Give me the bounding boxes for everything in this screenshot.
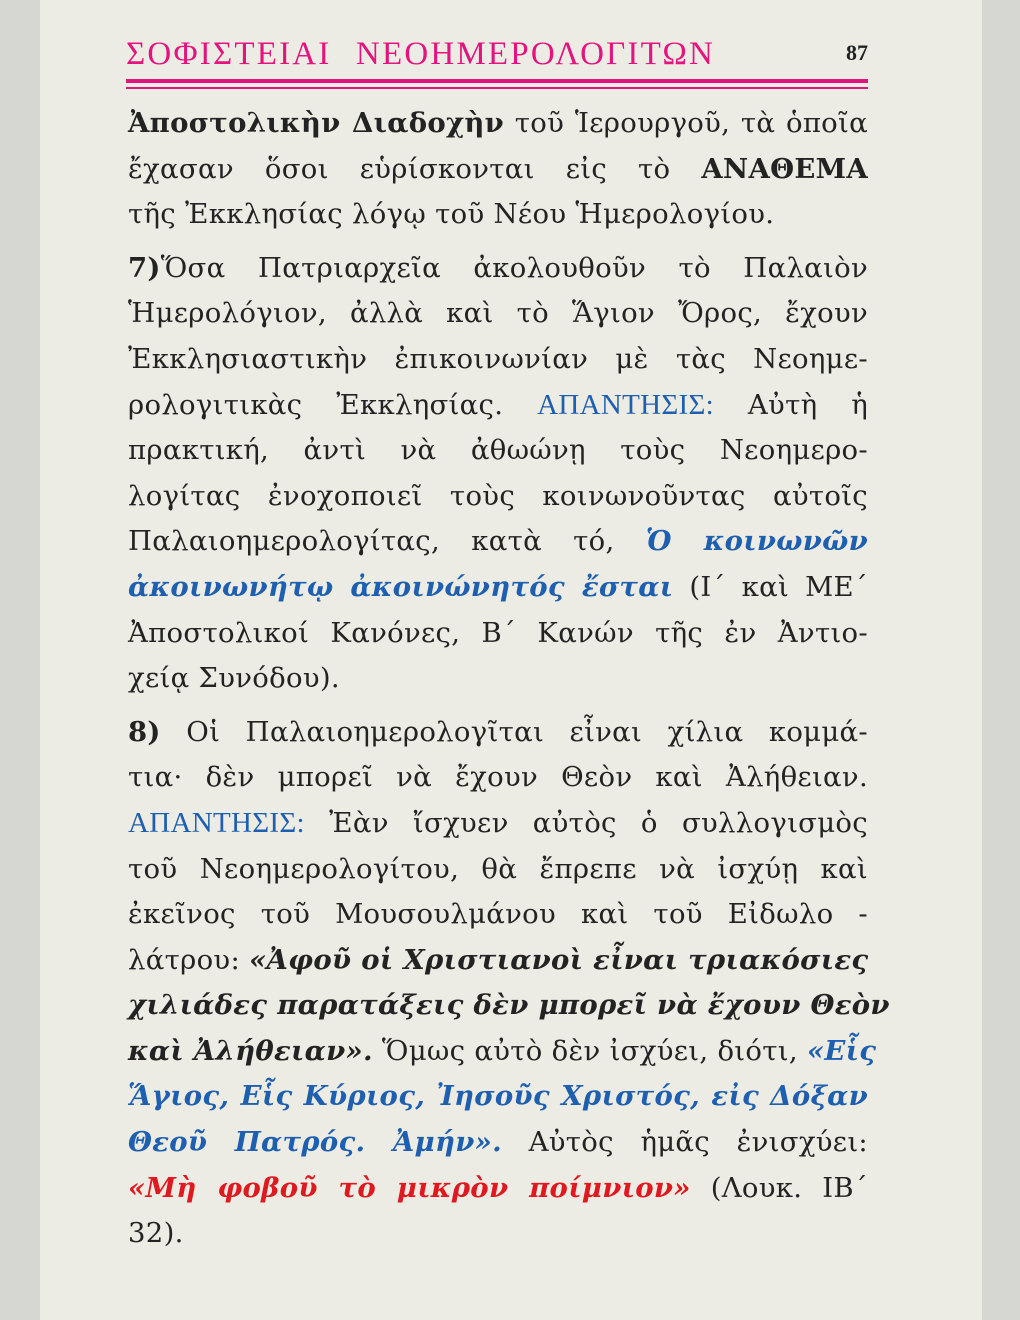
header-rule-thick (126, 79, 868, 83)
text-run: ἔχασαν ὅσοι εὑρίσκονται εἰς τὸ (128, 152, 702, 185)
text-line (128, 519, 868, 565)
text-run: ἐκεῖνος τοῦ Μουσουλμάνου καὶ τοῦ Εἰδωλο - (128, 898, 868, 931)
text-line (128, 1074, 868, 1120)
header-rule-thin (126, 87, 868, 89)
text-run: Ὅσα Πατριαρχεῖα ἀκολουθοῦν τὸ Παλαιὸν (160, 251, 868, 284)
page-number: 87 (846, 40, 868, 65)
text-run: τια· δὲν μπορεῖ νὰ ἔχουν Θεὸν καὶ Ἀλήθειαν. (128, 761, 868, 794)
book-page (40, 0, 982, 1320)
text-run: Ἀποστολικοί Κανόνες, Β΄ Κανών τῆς ἐν Ἀντιο- (128, 616, 868, 649)
canon-quote: Ὁ κοινωνῶν (645, 525, 868, 558)
canon-quote: ἀκοινωνήτῳ ἀκοινώνητός ἔσται (128, 570, 674, 603)
text-run: τοῦ Νεοημερολογίτου, θὰ ἔπρεπε νὰ ἰσχύῃ καὶ (128, 852, 868, 885)
text-run: Ὅμως αὐτὸ δὲν ἰσχύει, διότι, (372, 1034, 807, 1067)
text-line (128, 1211, 868, 1257)
text-line (128, 892, 868, 938)
text-run: λάτρου: (128, 943, 250, 976)
text-line (128, 192, 868, 238)
text-line (128, 428, 868, 474)
text-run: Παλαιοημερολογίτας, κατὰ τό, (128, 525, 646, 558)
text-line (128, 656, 868, 702)
scripture-quote: «Μὴ φοβοῦ τὸ μικρὸν ποίμνιον» (128, 1171, 691, 1204)
text-line (128, 755, 868, 801)
paragraph-8-start (128, 710, 868, 756)
anathema-word: ΑΝΑΘΕΜΑ (701, 152, 868, 185)
item-number-8: 8) (128, 715, 161, 748)
text-line (128, 938, 868, 984)
text-run: Αὐτὸς ἡμᾶς ἐνισχύει: (501, 1126, 868, 1159)
text-run: Οἱ Παλαιοημερολογῖται εἶναι χίλια κομμά- (160, 715, 868, 748)
text-run: (Ι΄ καὶ ΜΕ΄ (673, 570, 868, 603)
header-title: ΣΟΦΙΣΤΕΙΑΙ ΝΕΟΗΜΕΡΟΛΟΓΙΤΩΝ (126, 36, 716, 72)
paragraph-7-start (128, 246, 868, 292)
bold-phrase: Ἀποστολικὴν Διαδοχὴν (128, 107, 505, 139)
text-line (128, 474, 868, 520)
text-run: πρακτική, ἀντὶ νὰ ἀθωώνῃ τοὺς Νεοημερο- (128, 434, 868, 467)
text-run: Ἡμερολόγιον, ἀλλὰ καὶ τὸ Ἅγιον Ὄρος, ἔχουν (128, 297, 868, 330)
text-run: τῆς Ἐκκλησίας λόγῳ τοῦ Νέου Ἡμερολογίου. (128, 198, 775, 231)
text-line (128, 565, 868, 611)
text-line (128, 101, 868, 147)
text-line (128, 337, 868, 383)
text-line (128, 1029, 877, 1075)
text-run: Ἐὰν ἴσχυεν αὐτὸς ὁ συλλογισμὸς (304, 806, 868, 839)
quote-phrase: καὶ Ἀλήθειαν». (128, 1034, 373, 1067)
text-line (128, 611, 868, 657)
text-run: ρολογιτικὰς Ἐκκλησίας. (128, 388, 538, 421)
text-run: (Λουκ. ΙΒ΄ (690, 1171, 868, 1204)
text-line (128, 383, 868, 429)
doxology-quote: Θεοῦ Πατρός. Ἀμήν». (128, 1126, 502, 1159)
text-line (128, 801, 868, 847)
text-line (128, 1120, 868, 1166)
text-run: χείᾳ Συνόδου). (128, 662, 340, 695)
page-body (128, 101, 890, 1257)
text-run: Ἐκκλησιαστικὴν ἐπικοινωνίαν μὲ τὰς Νεοημε- (128, 342, 868, 375)
text-run: τοῦ Ἱερουργοῦ, τὰ ὁποῖα (504, 107, 868, 139)
text-run: 32). (128, 1217, 184, 1250)
text-line (128, 291, 868, 337)
running-header (126, 36, 868, 76)
text-line (128, 983, 890, 1029)
text-line (128, 1166, 868, 1212)
answer-label: ΑΠΑΝΤΗΣΙΣ: (128, 806, 305, 839)
text-run: λογίτας ἐνοχοποιεῖ τοὺς κοινωνοῦντας αὐτοῖς (128, 479, 868, 512)
doxology-quote: Ἅγιος, Εἷς Κύριος, Ἰησοῦς Χριστός, εἰς Δόξαν (128, 1080, 868, 1113)
text-line (128, 847, 868, 893)
answer-label: ΑΠΑΝΤΗΣΙΣ: (537, 388, 715, 421)
quote-phrase: «Ἀφοῦ οἱ Χριστιανοὶ εἶναι τριακόσιες (249, 943, 869, 976)
item-number-7: 7) (128, 251, 161, 284)
text-run: Αὐτὴ ἡ (714, 388, 868, 421)
doxology-quote: «Εἷς (806, 1034, 877, 1067)
text-line (128, 147, 868, 193)
quote-phrase: χιλιάδες παρατάξεις δὲν μπορεῖ νὰ ἔχουν Θεὸν (128, 989, 890, 1022)
